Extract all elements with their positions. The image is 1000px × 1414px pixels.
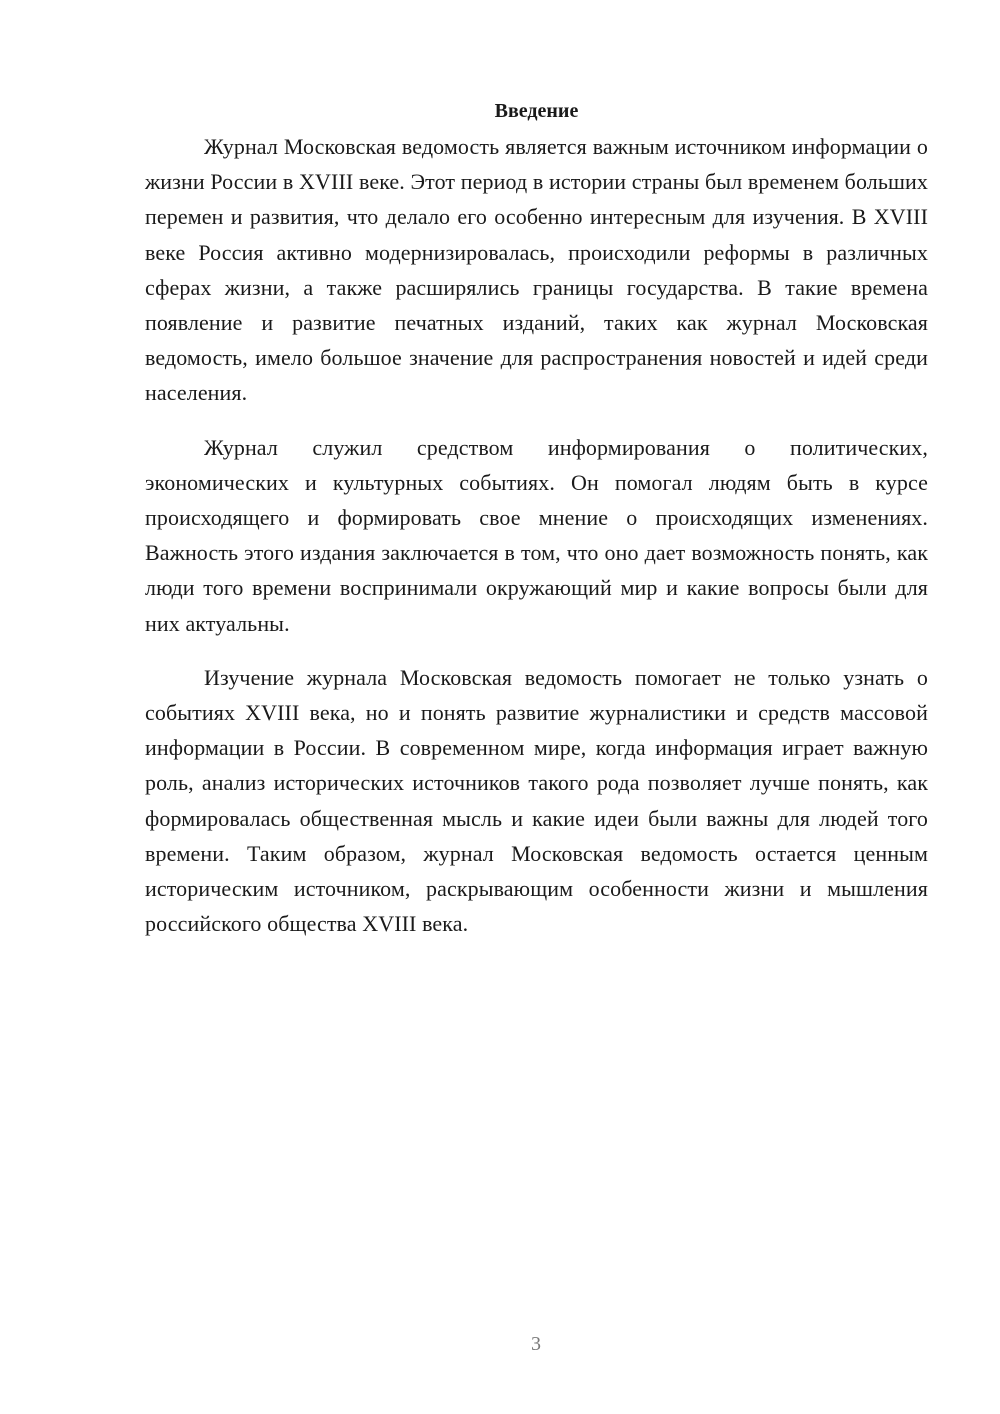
paragraph-2: Журнал служил средством информирования о политических, экономических и культурных событиях. Он помогал людям быть в курсе происходящего и формировать свое мнение о происходящих изменениях. Важность этого издания заключается в том, что оно дает возможность понять, как люди того времени воспринимали окружающий мир и какие вопросы были для них актуальны. [145,434,928,636]
page-content [145,94,928,941]
page-number: 3 [531,1333,541,1355]
paragraph-3: Изучение журнала Московская ведомость помогает не только узнать о событиях XVIII века, но и понять развитие журналистики и средств массовой информации в России. В современном мире, когда информация играет важную роль, анализ исторических источников такого рода позволяет лучше понять, как формировалась общественная мысль и какие идеи были важны для людей того времени. Таким образом, журнал Московская ведомость остается ценным историческим источником, раскрывающим особенности жизни и мышления российского общества XVIII века. [145,664,928,937]
paragraph-1: Журнал Московская ведомость является важным источником информации о жизни России в XVIII веке. Этот период в истории страны был временем больших перемен и развития, что делало его особенно интересным для изучения. В XVIII веке Россия активно модернизировалась, происходили реформы в различных сферах жизни, а также расширялись границы государства. В такие времена появление и развитие печатных изданий, таких как журнал Московская ведомость, имело большое значение для распространения новостей и идей среди населения. [145,134,928,406]
section-title: Введение [494,100,579,122]
